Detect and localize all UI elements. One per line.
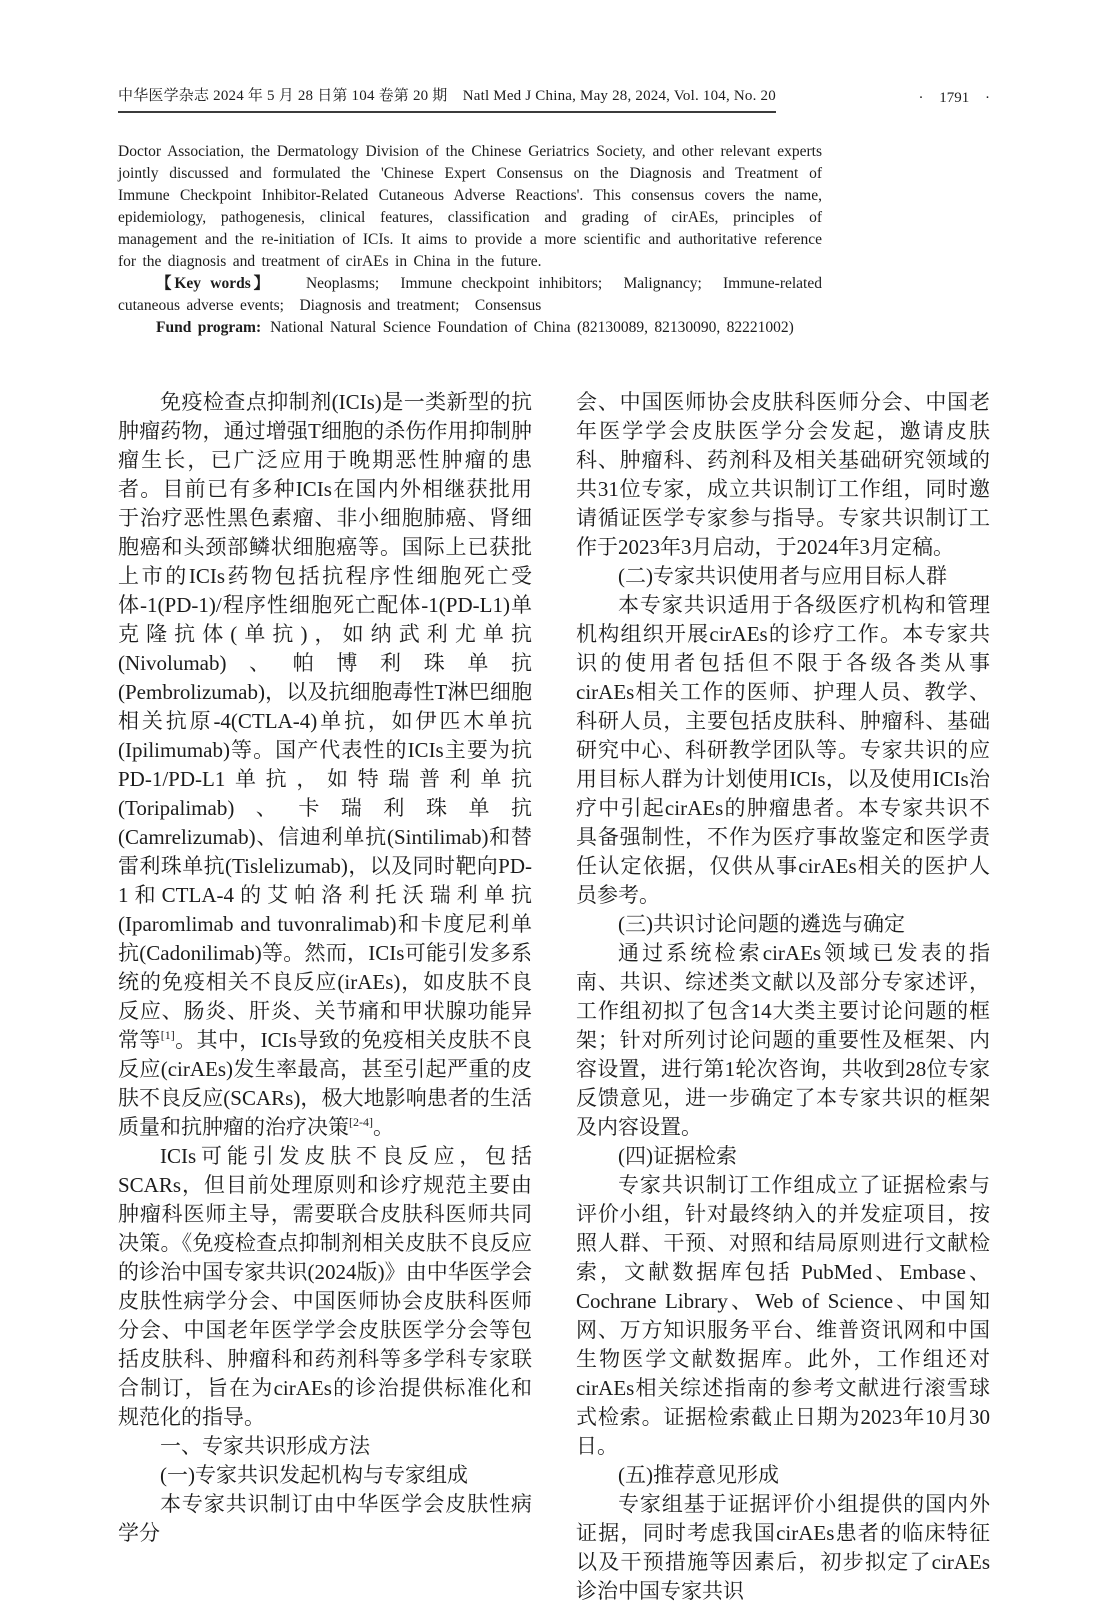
left-column xyxy=(118,388,532,1606)
paragraph-intro xyxy=(118,388,532,1142)
journal-citation: 中华医学杂志 2024 年 5 月 28 日第 104 卷第 20 期 Natl Med J China, May 28, 2024, Vol. 104, No. 20 xyxy=(118,84,776,113)
keywords-text: Neoplasms; Immune checkpoint inhibitors; Malignancy; Immune-related cutaneous adverse events; Diagnosis and treatment; Consensus xyxy=(118,275,822,314)
fund-program-line xyxy=(118,317,822,339)
reference-superscript: [1] xyxy=(160,1028,175,1042)
keywords-label: 【Key words】 xyxy=(156,275,272,292)
paragraph-users: 本专家共识适用于各级医疗机构和管理机构组织开展cirAEs的诊疗工作。本专家共识的使用者包括但不限于各级各类从事cirAEs相关工作的医师、护理人员、教学、科研人员，主要包括皮肤科、肿瘤科、基础研究中心、科研教学团队等。专家共识的应用目标人群为计划使用ICIs，以及使用ICIs治疗中引起cirAEs的肿瘤患者。本专家共识不具备强制性，不作为医疗事故鉴定和医学责任认定依据，仅供从事cirAEs相关的医护人员参考。 xyxy=(576,593,990,907)
fund-program-text: National Natural Science Foundation of China (82130089, 82130090, 82221002) xyxy=(270,319,794,336)
paragraph-evidence-search: 专家共识制订工作组成立了证据检索与评价小组，针对最终纳入的并发症项目，按照人群、干预、对照和结局原则进行文献检索，文献数据库包括 PubMed、Embase、Cochrane Library、Web of Science、中国知网、万方知识服务平台、维普资讯网和中国生物医学文献数据库。此外，工作组还对cirAEs相关综述指南的参考文献进行滚雪球式检索。证据检索截止日期为2023年10月30日。 xyxy=(576,1173,990,1458)
page-number: · 1791 · xyxy=(918,90,990,106)
running-head xyxy=(118,84,990,113)
section-heading-methods: 一、专家共识形成方法 xyxy=(160,1434,370,1458)
subsection-heading-evidence-search: (四)证据检索 xyxy=(618,1144,737,1168)
paragraph-initiators-start: 本专家共识制订由中华医学会皮肤性病学分 xyxy=(118,1492,532,1545)
keywords-line xyxy=(118,273,822,317)
subsection-heading-initiators: (一)专家共识发起机构与专家组成 xyxy=(160,1463,468,1487)
subsection-heading-recommendations: (五)推荐意见形成 xyxy=(618,1463,779,1487)
abstract-section xyxy=(118,141,822,339)
paragraph-initiators-continued: 会、中国医师协会皮肤科医师分会、中国老年医学学会皮肤医学分会发起，邀请皮肤科、肿瘤科、药剂科及相关基础研究领域的共31位专家，成立共识制订工作组，同时邀请循证医学专家参与指导。专家共识制订工作于2023年3月启动，于2024年3月定稿。 xyxy=(576,390,990,559)
subsection-heading-question-selection: (三)共识讨论问题的遴选与确定 xyxy=(618,912,905,936)
subsection-heading-users: (二)专家共识使用者与应用目标人群 xyxy=(618,564,947,588)
fund-program-label: Fund program: xyxy=(156,319,262,336)
paragraph-text: 免疫检查点抑制剂(ICIs)是一类新型的抗肿瘤药物，通过增强T细胞的杀伤作用抑制肿瘤生长，已广泛应用于晚期恶性肿瘤的患者。目前已有多种ICIs在国内外相继获批用于治疗恶性黑色素瘤、非小细胞肺癌、肾细胞癌和头颈部鳞状细胞癌等。国际上已获批上市的ICIs药物包括抗程序性细胞死亡受体-1(PD-1)/程序性细胞死亡配体-1(PD-L1)单克隆抗体(单抗)，如纳武利尤单抗(Nivolumab)、帕博利珠单抗(Pembrolizumab)，以及抗细胞毒性T淋巴细胞相关抗原-4(CTLA-4)单抗，如伊匹木单抗(Ipilimumab)等。国产代表性的ICIs主要为抗PD-1/PD-L1单抗，如特瑞普利单抗(Toripalimab)、卡瑞利珠单抗(Camrelizumab)、信迪利单抗(Sintilimab)和替雷利珠单抗(Tislelizumab)，以及同时靶向PD-1和CTLA-4的艾帕洛利托沃瑞利单抗(Iparomlimab and tuvonralimab)和卡度尼利单抗(Cadonilimab)等。然而，ICIs可能引发多系统的免疫相关不良反应(irAEs)，如皮肤不良反应、肠炎、肝炎、关节痛和甲状腺功能异常等 xyxy=(118,390,532,1052)
paragraph-recommendations: 专家组基于证据评价小组提供的国内外证据，同时考虑我国cirAEs患者的临床特征以及干预措施等因素后，初步拟定了cirAEs诊治中国专家共识 xyxy=(576,1492,990,1603)
body-columns xyxy=(118,388,990,1606)
abstract-text: Doctor Association, the Dermatology Division of the Chinese Geriatrics Society, and other relevant experts jointly discussed and formulated the 'Chinese Expert Consensus on the Diagnosis and Treatment of Immune Checkpoint Inhibitor-Related Cutaneous Adverse Reactions'. This consensus covers the name, epidemiology, pathogenesis, clinical features, classification and grading of cirAEs, principles of management and the re-initiation of ICIs. It aims to provide a more scientific and authoritative reference for the diagnosis and treatment of cirAEs in China in the future. xyxy=(118,143,822,270)
paragraph-consensus-background: ICIs可能引发皮肤不良反应，包括SCARs，但目前处理原则和诊疗规范主要由肿瘤科医师主导，需要联合皮肤科医师共同决策。《免疫检查点抑制剂相关皮肤不良反应的诊治中国专家共识(2024版)》由中华医学会皮肤性病学分会、中国医师协会皮肤科医师分会、中国老年医学学会皮肤医学分会等包括皮肤科、肿瘤科和药剂科等多学科专家联合制订，旨在为cirAEs的诊治提供标准化和规范化的指导。 xyxy=(118,1144,532,1429)
reference-superscript: [2-4] xyxy=(349,1115,373,1129)
paragraph-text: 。 xyxy=(373,1115,394,1139)
paragraph-text: 。其中，ICIs导致的免疫相关皮肤不良反应(cirAEs)发生率最高，甚至引起严重的皮肤不良反应(SCARs)，极大地影响患者的生活质量和抗肿瘤的治疗决策 xyxy=(118,1028,532,1139)
paragraph-question-selection: 通过系统检索cirAEs领域已发表的指南、共识、综述类文献以及部分专家述评，工作组初拟了包含14大类主要讨论问题的框架；针对所列讨论问题的重要性及框架、内容设置，进行第1轮次咨询，共收到28位专家反馈意见，进一步确定了本专家共识的框架及内容设置。 xyxy=(576,941,990,1139)
right-column xyxy=(576,388,990,1606)
